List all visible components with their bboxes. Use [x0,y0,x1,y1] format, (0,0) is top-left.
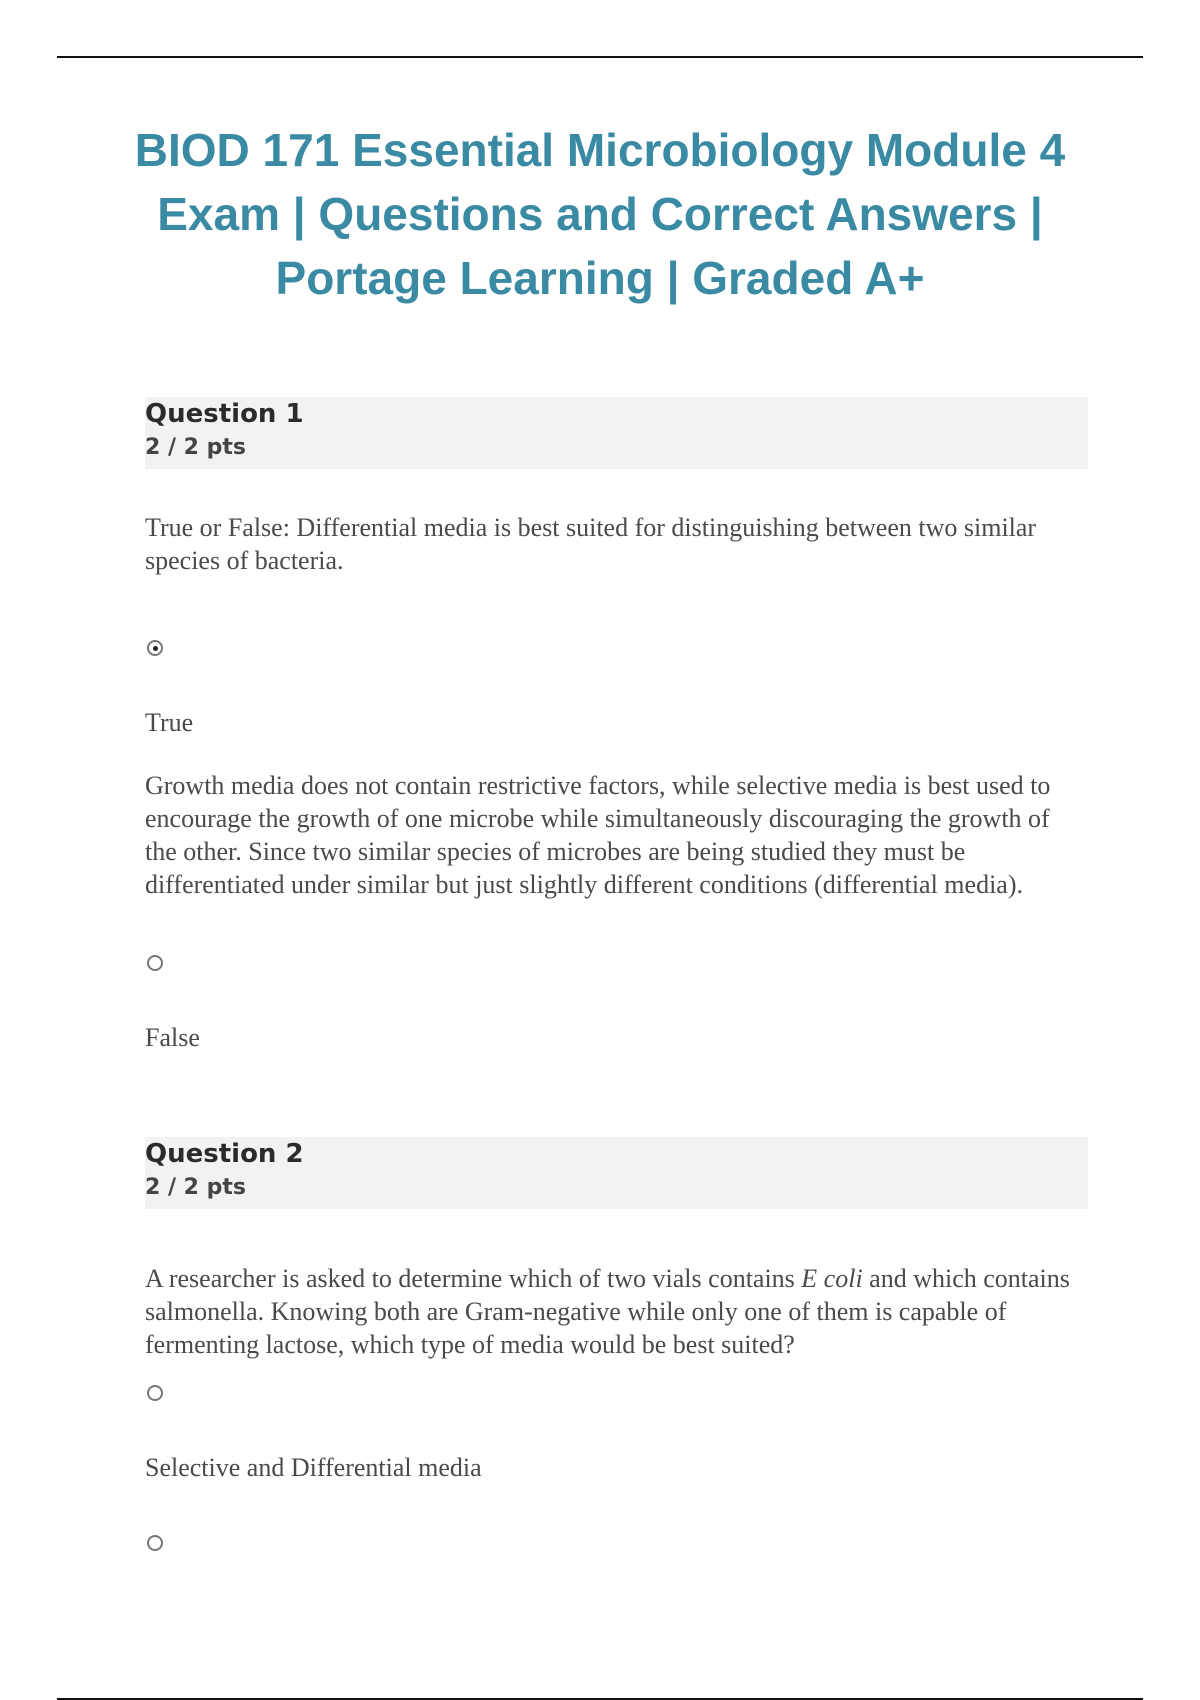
question-2-text-organism: E coli [801,1264,863,1293]
top-rule [57,56,1143,58]
question-2-option-1-radio[interactable] [147,1385,163,1401]
question-2-text [145,1262,1105,1361]
question-1-option-false-label: False [145,1023,200,1052]
question-1-points: 2 / 2 pts [145,435,246,460]
question-2-text-part-2: and which contains salmonella. Knowing both are Gram-negative while only one of them is capable of fermenting lactose, which type of media would be best suited? [145,1264,1070,1359]
question-1-option-true-radio[interactable] [147,640,163,656]
question-1-header [145,397,1088,469]
question-2-points: 2 / 2 pts [145,1175,246,1200]
question-2-label: Question 2 [145,1139,304,1169]
question-1-label: Question 1 [145,399,304,429]
question-1-option-true-label: True [145,708,194,737]
question-2-option-2-radio[interactable] [147,1535,163,1551]
question-2-option-1-label: Selective and Differential media [145,1453,482,1482]
question-2-header [145,1137,1088,1209]
question-2-text-part-1: A researcher is asked to determine which of two vials contains [145,1264,802,1293]
question-1-option-false-radio[interactable] [147,955,163,971]
question-1-explanation: Growth media does not contain restrictive factors, while selective media is best used to encourage the growth of one microbe while simultaneously discouraging the growth of the other. Since two similar species of microbes are being studied they must be differentiated under similar but just slightly different conditions (differential media). [145,771,1051,899]
question-1-text: True or False: Differential media is best suited for distinguishing between two similar species of bacteria. [145,513,1037,575]
document-title: BIOD 171 Essential Microbiology Module 4 Exam | Questions and Correct Answers | Portage Learning | Graded A+ [134,124,1066,304]
